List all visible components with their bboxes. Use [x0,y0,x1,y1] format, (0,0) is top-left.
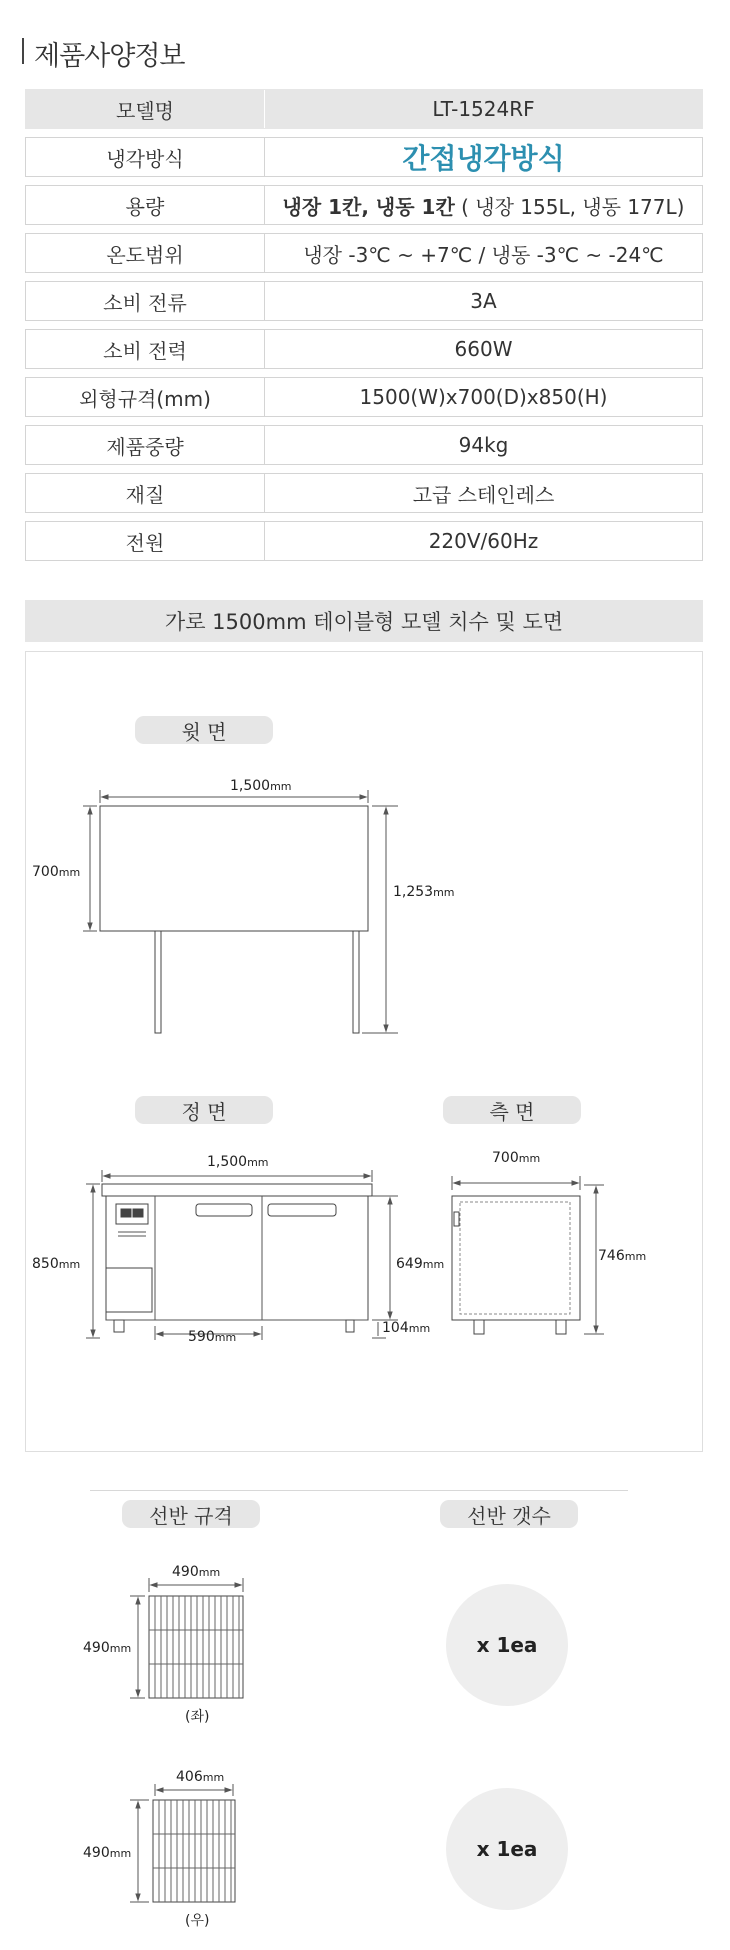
shelf-divider [90,1490,628,1491]
spec-label: 모델명 [26,90,265,128]
spec-label: 소비 전력 [26,330,265,368]
top-width-dim: 1,500mm [230,778,292,794]
spec-value-bold: 냉장 1칸, 냉동 1칸 [282,194,455,219]
shelf-count-label: 선반 갯수 [440,1500,578,1528]
front-view-label: 정 면 [135,1096,273,1124]
spec-label: 온도범위 [26,234,265,272]
spec-value: 94kg [458,433,509,457]
front-door-width-dim: 590mm [188,1329,237,1345]
shelf-left-depth-dim: 490mm [83,1640,132,1656]
shelf-right-width-dim: 406mm [176,1769,225,1785]
spec-value: ( 냉장 155L, 냉동 177L) [454,194,685,219]
page-title: 제품사양정보 [34,41,185,72]
spec-value-highlight: 간접냉각방식 [402,142,565,175]
spec-value: 660W [454,337,513,361]
spec-label: 재질 [26,474,265,512]
spec-value: 220V/60Hz [428,529,539,553]
shelf-left-count: x 1ea [446,1584,568,1706]
front-inner-height-dim: 649mm [396,1256,445,1272]
spec-label: 용량 [26,186,265,224]
spec-label: 외형규격(mm) [26,378,265,416]
front-leg-height-dim: 104mm [382,1320,431,1336]
side-height-dim: 746mm [598,1248,647,1264]
spec-label: 냉각방식 [26,138,265,176]
spec-value: 냉장 -3℃ ~ +7℃ / 냉동 -3℃ ~ -24℃ [303,242,664,267]
spec-label: 전원 [26,522,265,560]
spec-label: 소비 전류 [26,282,265,320]
spec-value: 1500(W)x700(D)x850(H) [359,385,608,409]
spec-value: 3A [470,289,497,313]
drawing-section-title: 가로 1500mm 테이블형 모델 치수 및 도면 [25,600,703,642]
side-depth-dim: 700mm [492,1150,541,1166]
top-height-dim: 1,253mm [393,884,455,900]
spec-value: LT-1524RF [432,97,535,121]
front-height-dim: 850mm [32,1256,81,1272]
spec-label: 제품중량 [26,426,265,464]
side-view-label: 측 면 [443,1096,581,1124]
spec-value: 고급 스테인레스 [412,482,555,507]
shelf-spec-label: 선반 규격 [122,1500,260,1528]
shelf-right-depth-dim: 490mm [83,1845,132,1861]
top-depth-dim: 700mm [32,864,81,880]
shelf-left-width-dim: 490mm [172,1564,221,1580]
shelf-left-caption: (좌) [185,1709,210,1725]
shelf-right-caption: (우) [185,1913,210,1929]
front-width-dim: 1,500mm [207,1154,269,1170]
shelf-right-count: x 1ea [446,1788,568,1910]
top-view-label: 윗 면 [135,716,273,744]
